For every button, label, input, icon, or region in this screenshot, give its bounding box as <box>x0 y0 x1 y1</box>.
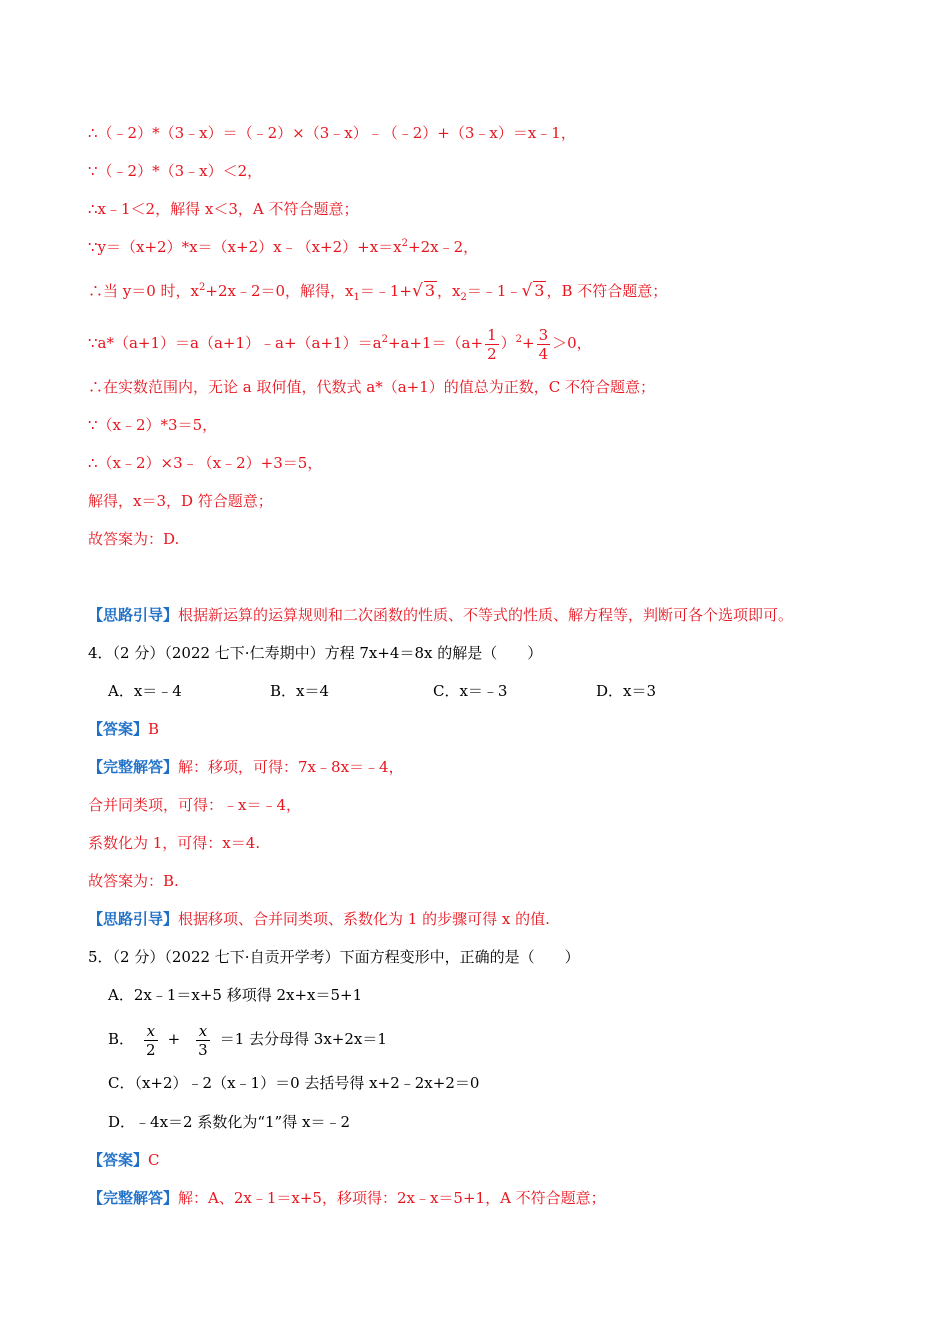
subscript: 2 <box>460 292 467 303</box>
solution-line <box>88 324 592 363</box>
numerator: x <box>144 1022 158 1041</box>
answer-line <box>88 719 159 739</box>
full-solution-text: 解：A、2x﹣1＝x+5，移项得：2x﹣x＝5+1，A 不符合题意； <box>178 1189 606 1207</box>
exponent: 2 <box>381 334 388 345</box>
denominator: 2 <box>146 1040 156 1059</box>
text: ∵y＝（x+2）*x＝（x+2）x﹣（x+2）+x＝x <box>88 238 402 256</box>
solution-line: 故答案为：D. <box>88 530 180 548</box>
solution-line: ∴x﹣1＜2，解得 x＜3，A 不符合题意； <box>88 200 359 218</box>
solution-line: ∵（﹣2）*（3﹣x）＜2， <box>88 162 263 180</box>
text: ＝1 去分母得 3x+2x＝1 <box>219 1030 387 1048</box>
text: ＝﹣1﹣ <box>466 282 522 300</box>
answer-value: C <box>148 1151 160 1169</box>
solution-line: ∵（x﹣2）*3＝5， <box>88 416 218 434</box>
text: ＞0， <box>552 334 592 352</box>
hint-tag: 【思路引导】 <box>88 606 179 624</box>
hint-text: 根据移项、合并同类项、系数化为 1 的步骤可得 x 的值. <box>178 910 550 928</box>
text: ＝﹣1+ <box>359 282 413 300</box>
text: B． <box>108 1030 135 1048</box>
full-solution-tag: 【完整解答】 <box>88 758 179 776</box>
text: ，x <box>437 282 461 300</box>
answer-value: B <box>148 720 160 738</box>
fraction <box>144 1022 158 1059</box>
text: ∴当 y＝0 时，x <box>88 282 200 300</box>
option-b: B．x＝4 <box>270 682 330 700</box>
text: + <box>522 334 535 352</box>
text: ∵a*（a+1）＝a（a+1）﹣a+（a+1）＝a <box>88 334 382 352</box>
solution-line <box>88 237 478 257</box>
answer-line <box>88 1150 160 1170</box>
solution-line: 解得，x＝3，D 符合题意； <box>88 492 273 510</box>
text: +2x﹣2， <box>408 238 479 256</box>
hint-tag: 【思路引导】 <box>88 910 179 928</box>
full-solution-text: 解：移项，可得：7x﹣8x＝﹣4， <box>178 758 404 776</box>
exponent: 2 <box>401 238 409 249</box>
denominator: 3 <box>198 1040 208 1059</box>
text: ） <box>500 334 516 352</box>
solution-line: ∴（x﹣2）×3﹣（x﹣2）+3＝5， <box>88 454 323 472</box>
hint-line <box>88 605 793 625</box>
text: +2x﹣2＝0，解得，x <box>205 282 354 300</box>
full-solution-line <box>88 757 404 777</box>
radicand: 3 <box>534 281 545 300</box>
full-solution-tag: 【完整解答】 <box>88 1189 179 1207</box>
solution-line: ∴在实数范围内，无论 a 取何值，代数式 a*（a+1）的值总为正数，C 不符合题意； <box>88 378 655 396</box>
solution-line: 系数化为 1，可得：x＝4. <box>88 834 261 852</box>
hint-text: 根据新运算的运算规则和二次函数的性质、不等式的性质、解方程等，判断可各个选项即可。 <box>178 606 794 624</box>
text: ，B 不符合题意； <box>546 282 668 300</box>
question-stem: 5．（2 分）（2022 七下·自贡开学考）下面方程变形中，正确的是（ ） <box>88 948 580 966</box>
answer-tag: 【答案】 <box>88 720 149 738</box>
radicand: 3 <box>424 281 436 300</box>
radical-sign: √ <box>521 281 533 301</box>
fraction <box>485 326 499 363</box>
solution-line: 故答案为：B. <box>88 872 179 890</box>
subscript: 1 <box>353 292 360 303</box>
fraction <box>537 326 551 363</box>
text: +a+1＝（a+ <box>387 334 484 352</box>
answer-tag: 【答案】 <box>88 1151 149 1169</box>
option-b <box>108 1019 387 1059</box>
exponent: 2 <box>199 282 206 293</box>
fraction <box>196 1022 210 1059</box>
option-c: C．x＝﹣3 <box>433 682 508 700</box>
solution-line <box>88 281 667 301</box>
hint-line <box>88 909 550 929</box>
numerator: 1 <box>487 325 497 344</box>
option-c: C．（x+2）﹣2（x﹣1）＝0 去括号得 x+2﹣2x+2＝0 <box>108 1074 480 1092</box>
option-d: D．﹣4x＝2 系数化为“1”得 x＝﹣2 <box>108 1113 350 1131</box>
option-a: A．2x﹣1＝x+5 移项得 2x+x＝5+1 <box>108 986 363 1004</box>
solution-line: 合并同类项，可得：﹣x＝﹣4， <box>88 796 302 814</box>
numerator: 3 <box>538 325 549 344</box>
full-solution-line <box>88 1188 606 1208</box>
exponent: 2 <box>515 334 523 345</box>
question-stem: 4．（2 分）（2022 七下·仁寿期中）方程 7x+4＝8x 的解是（ ） <box>88 644 543 662</box>
numerator: x <box>196 1022 210 1041</box>
denominator: 2 <box>487 344 497 363</box>
option-a: A．x＝﹣4 <box>108 682 182 700</box>
option-d: D．x＝3 <box>596 682 657 700</box>
text: + <box>167 1030 181 1048</box>
denominator: 4 <box>538 344 549 363</box>
radical-sign: √ <box>412 281 423 301</box>
solution-line: ∴（﹣2）*（3﹣x）＝（﹣2）×（3﹣x）﹣（﹣2）+（3﹣x）＝x﹣1， <box>88 124 576 142</box>
